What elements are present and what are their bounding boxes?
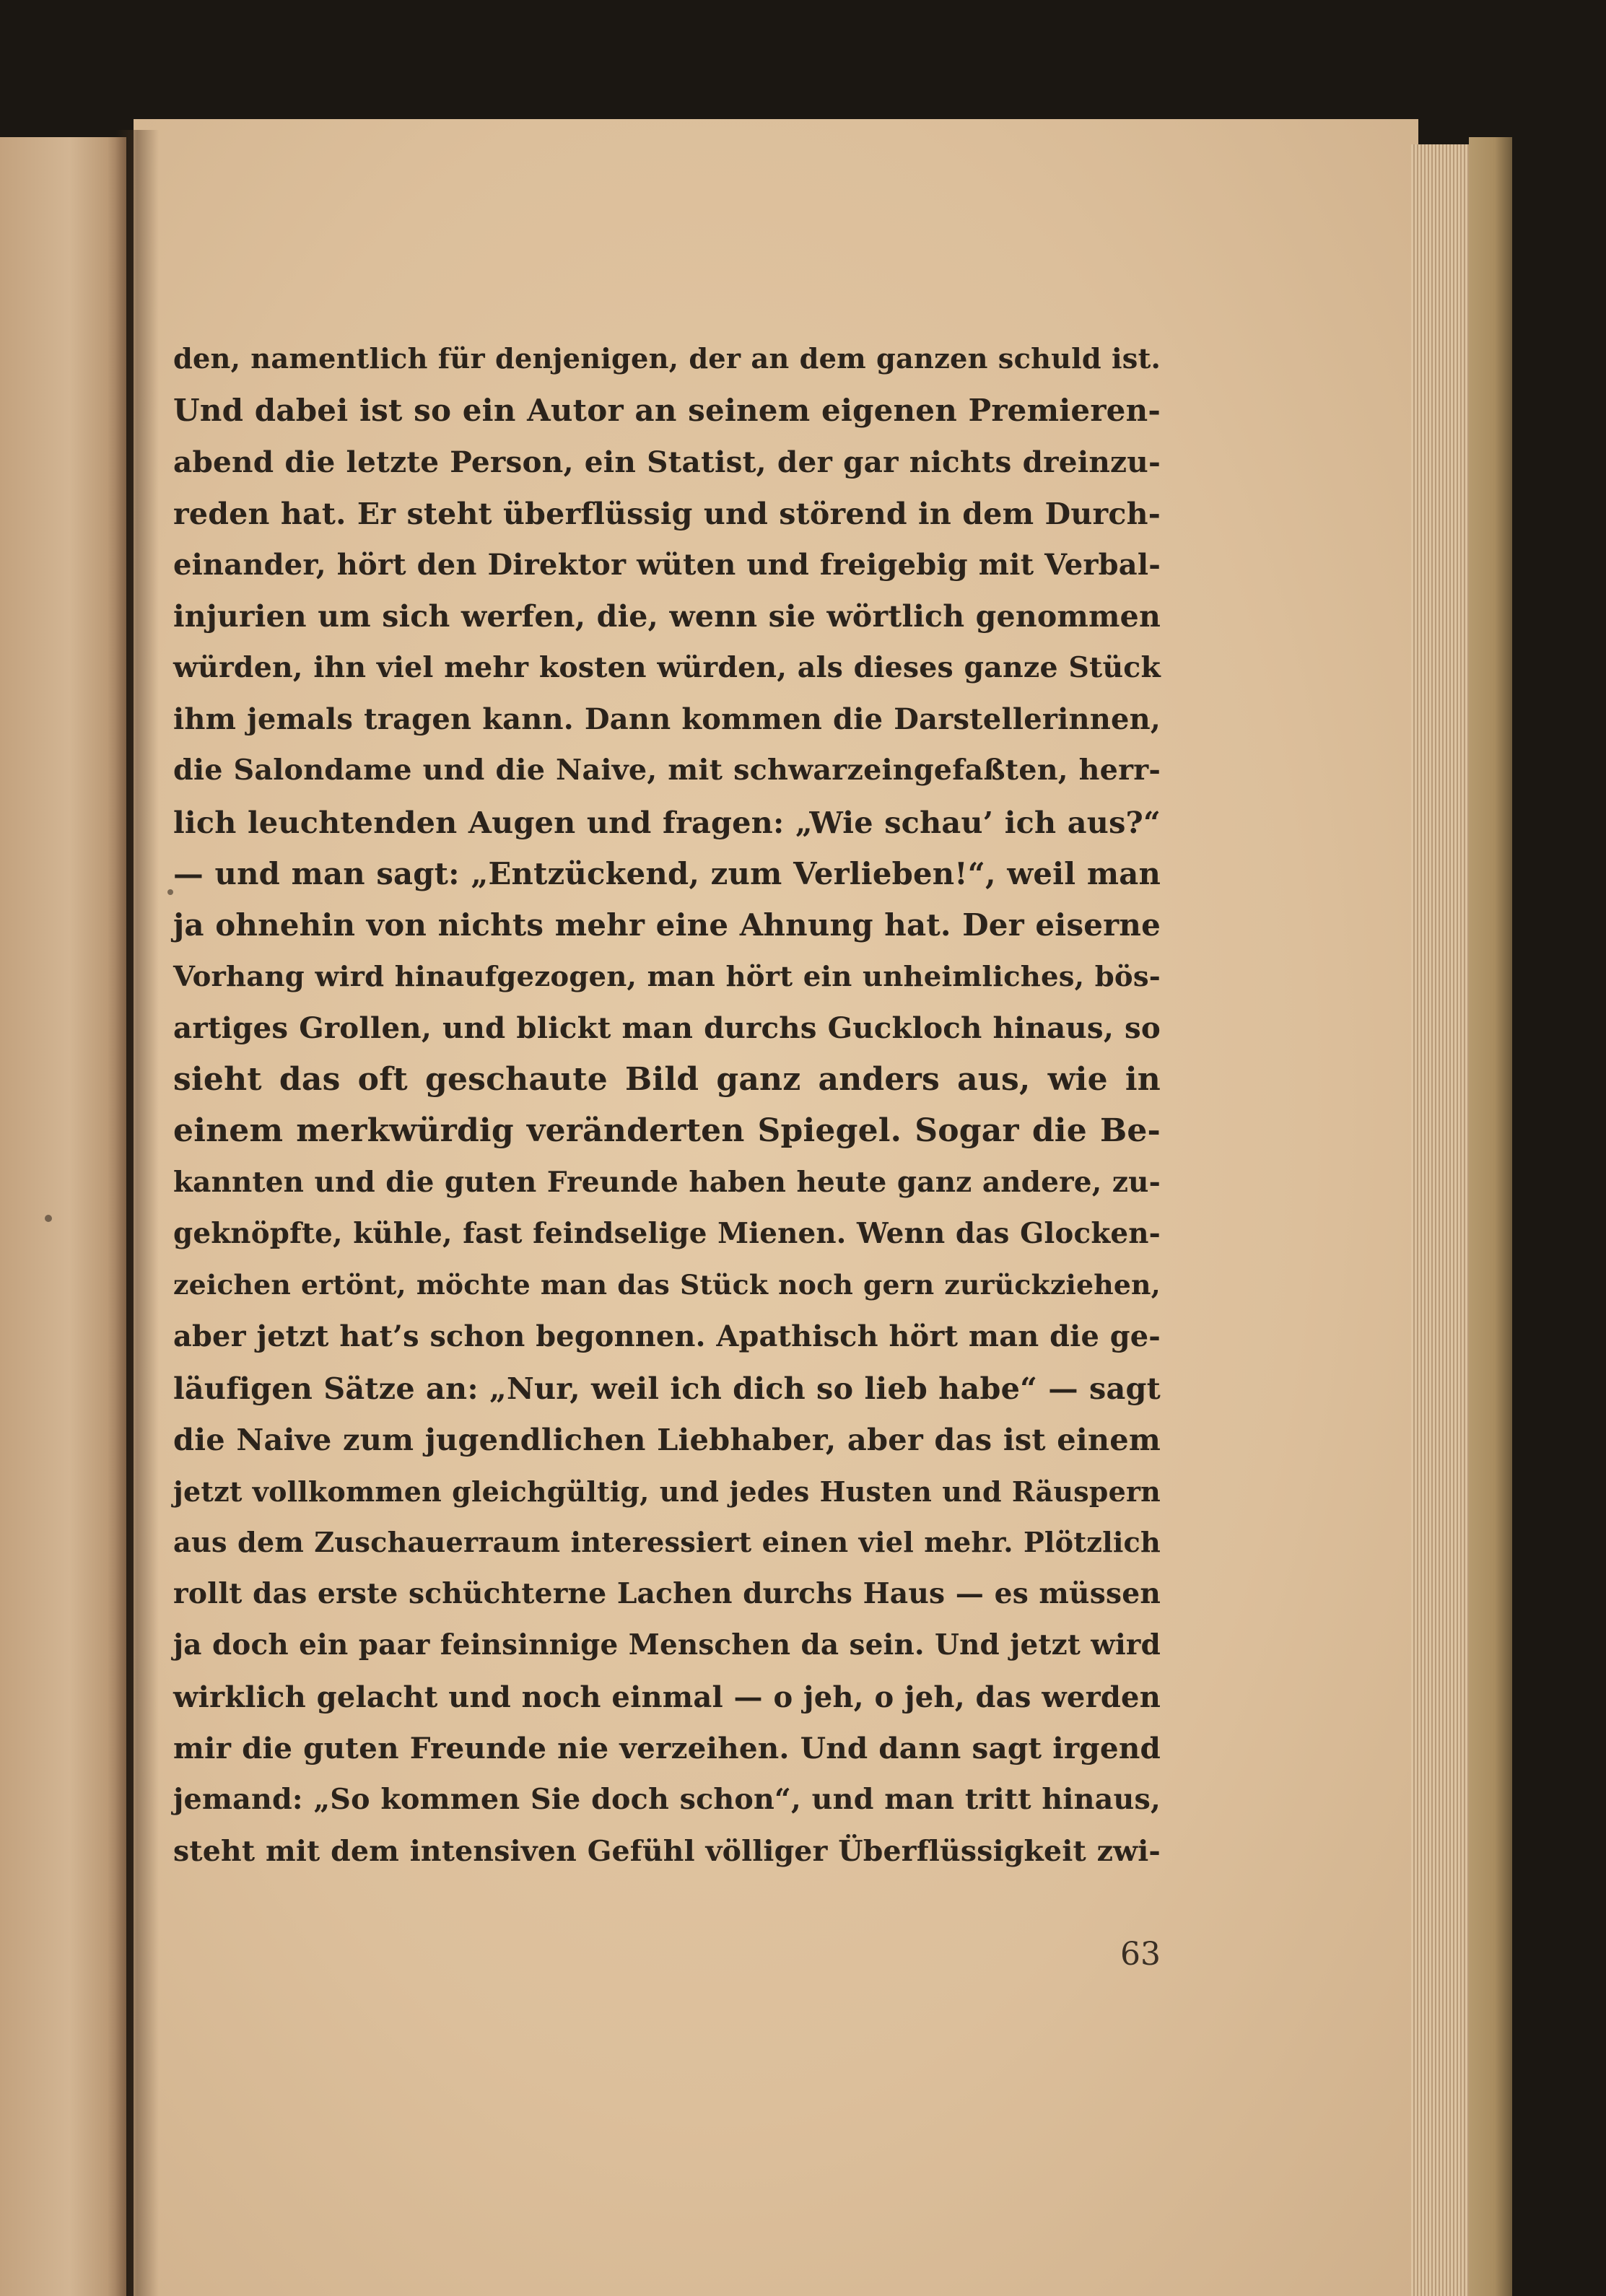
text-line: rollt das erste schüchterne Lachen durchs Haus — es müssen — [173, 1577, 1161, 1611]
book-gutter — [115, 130, 159, 2296]
text-line: lich leuchtenden Augen und fragen: „Wie schau’ ich aus?“ — [173, 804, 1161, 840]
text-line: wirklich gelacht und noch einmal — o jeh, o jeh, das werden — [173, 1680, 1161, 1714]
text-line: jetzt vollkommen gleichgültig, und jedes Husten und Räuspern — [173, 1475, 1161, 1508]
text-line: kannten und die guten Freunde haben heute ganz andere, zu- — [173, 1165, 1161, 1199]
text-line: zeichen ertönt, möchte man das Stück noch gern zurückziehen, — [173, 1269, 1161, 1301]
book-cover-edge — [1469, 137, 1512, 2296]
text-line: abend die letzte Person, ein Statist, der gar nichts dreinzu- — [173, 444, 1161, 479]
text-line: die Naive zum jugendlichen Liebhaber, aber das ist einem — [173, 1422, 1161, 1458]
page-stack-edges — [1411, 144, 1472, 2296]
text-line: den, namentlich für denjenigen, der an dem ganzen schuld ist. — [173, 343, 1161, 375]
text-line: ihm jemals tragen kann. Dann kommen die Darstellerinnen, — [173, 702, 1161, 737]
text-line: geknöpfte, kühle, fast feindselige Mienen. Wenn das Glocken- — [173, 1218, 1161, 1251]
text-line: artiges Grollen, und blickt man durchs Guckloch hinaus, so — [173, 1010, 1161, 1045]
ink-speck — [167, 889, 173, 895]
page-text — [173, 333, 1161, 1877]
text-line: jemand: „So kommen Sie doch schon“, und man tritt hinaus, — [173, 1783, 1161, 1817]
left-page-edge — [0, 137, 126, 2296]
text-line: die Salondame und die Naive, mit schwarzeingefaßten, herr- — [173, 754, 1161, 787]
text-line: sieht das oft geschaute Bild ganz anders aus, wie in — [173, 1061, 1161, 1099]
text-line: injurien um sich werfen, die, wenn sie wörtlich genommen — [173, 598, 1161, 634]
text-line: steht mit dem intensiven Gefühl völliger Überflüssigkeit zwi- — [173, 1834, 1161, 1868]
text-line: Vorhang wird hinaufgezogen, man hört ein unheimliches, bös- — [173, 960, 1161, 993]
text-line: ja doch ein paar feinsinnige Menschen da sein. Und jetzt wird — [173, 1628, 1161, 1662]
text-line: einem merkwürdig veränderten Spiegel. Sogar die Be- — [173, 1112, 1161, 1150]
text-line: aus dem Zuschauerraum interessiert einen viel mehr. Plötzlich — [173, 1526, 1161, 1559]
text-line: einander, hört den Direktor wüten und freigebig mit Verbal- — [173, 548, 1161, 582]
text-line: — und man sagt: „Entzückend, zum Verlieben!“, weil man — [173, 855, 1161, 891]
text-line: aber jetzt hat’s schon begonnen. Apathisch hört man die ge- — [173, 1319, 1161, 1353]
text-line: Und dabei ist so ein Autor an seinem eigenen Premieren- — [173, 393, 1161, 429]
text-line: würden, ihn viel mehr kosten würden, als dieses ganze Stück — [173, 650, 1161, 684]
page-number: 63 — [1120, 1936, 1161, 1973]
text-line: reden hat. Er steht überflüssig und störend in dem Durch- — [173, 495, 1161, 531]
ink-speck — [45, 1215, 52, 1222]
text-line: ja ohnehin von nichts mehr eine Ahnung hat. Der eiserne — [173, 907, 1161, 943]
text-line: mir die guten Freunde nie verzeihen. Und dann sagt irgend — [173, 1731, 1161, 1766]
text-line: läufigen Sätze an: „Nur, weil ich dich so lieb habe“ — sagt — [173, 1370, 1161, 1406]
